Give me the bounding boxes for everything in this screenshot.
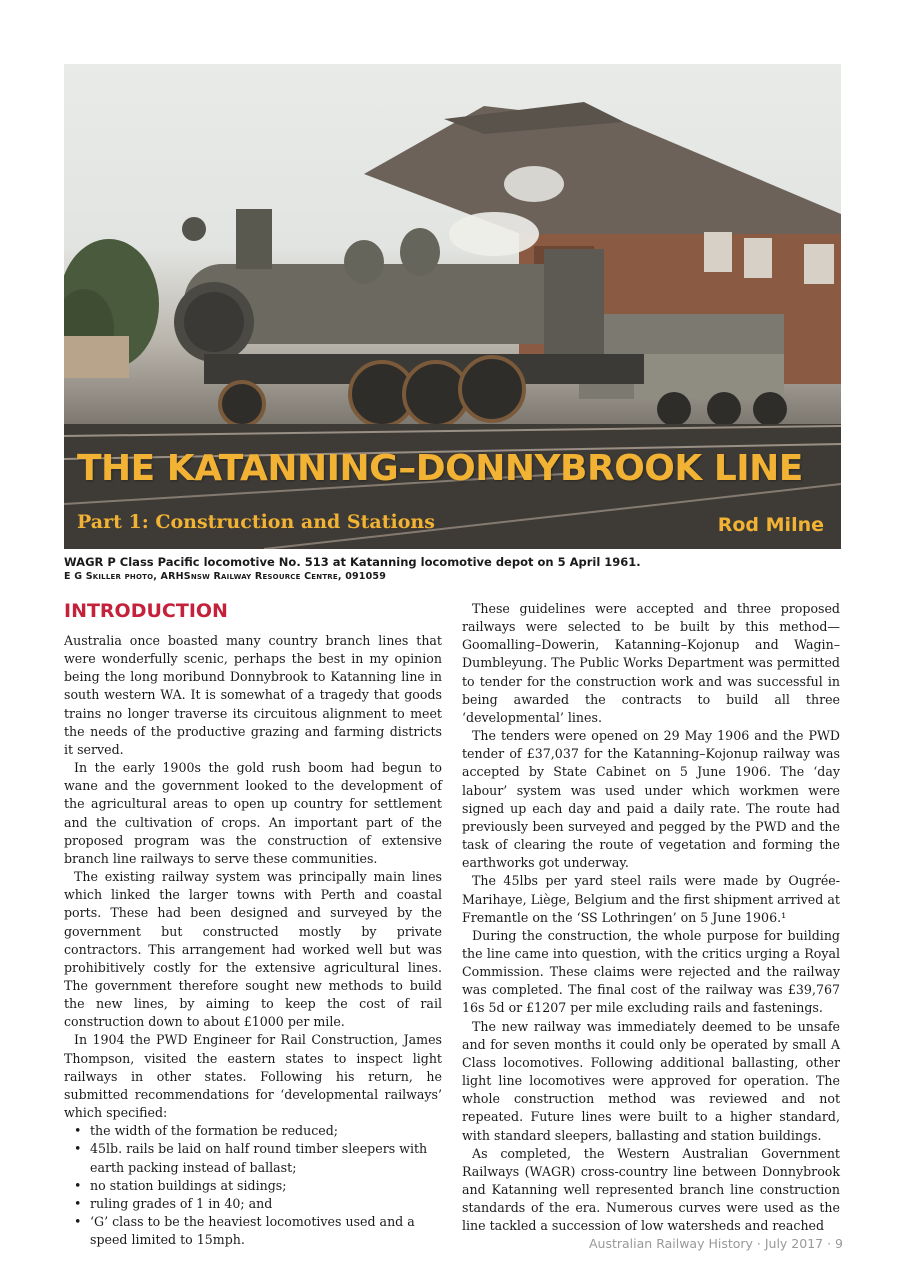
list-item: • 45lb. rails be laid on half round timber sleepers with earth packing instead of ballast; [64,1140,442,1176]
paragraph: In 1904 the PWD Engineer for Rail Construction, James Thompson, visited the eastern states to inspect light railways in other states. Following his return, he submitted recommendations for ‘developmental railways’ which specified: [64,1032,442,1121]
page-footer: Australian Railway History · July 2017 · 9 [589,1236,843,1251]
caption-text: WAGR P Class Pacific locomotive No. 513 at Katanning locomotive depot on 5 April 1961. [64,555,641,569]
paragraph: These guidelines were accepted and three proposed railways were selected to be built by this method—Goomalling–Dowerin, Katanning–Kojonup and Wagin–Dumbleyung. The Public Works Department was permitted to tender for the construction work and was successful in being awarded the contracts to build all three ‘developmental’ lines. [462,601,840,725]
locomotive-photo [64,64,841,549]
paragraph: As completed, the Western Australian Government Railways (WAGR) cross-country line between Donnybrook and Katanning well represented branch line construction standards of the era. Numerous curves were used as the line tackled a succession of low watersheds and reached [462,1145,840,1234]
article-author: Rod Milne [717,514,824,536]
list-item: • ‘G’ class to be the heaviest locomotives used and a speed limited to 15mph. [64,1213,442,1249]
recommendations-list [64,1122,442,1249]
section-heading: INTRODUCTION [64,600,228,622]
left-column [64,598,442,1249]
paragraph: The 45lbs per yard steel rails were made by Ougrée-Marihaye, Liège, Belgium and the first shipment arrived at Fremantle on the ‘SS Lothringen’ on 5 June 1906.¹ [462,873,840,925]
right-column [462,600,840,1235]
article-subtitle: Part 1: Construction and Stations [77,511,435,533]
list-item: • no station buildings at sidings; [64,1177,442,1195]
paragraph: The existing railway system was principally main lines which linked the larger towns with Perth and coastal ports. These had been designed and surveyed by the government but constructed mostly by private contractors. This arrangement had worked well but was prohibitively costly for the extensive agricultural lines. The government therefore sought new methods to build the new lines, by aiming to keep the cost of rail construction down to about £1000 per mile. [64,869,442,1030]
photo-credit: E G Skiller photo, ARHSnsw Railway Resource Centre, 091059 [64,571,387,582]
list-item: • ruling grades of 1 in 40; and [64,1195,442,1213]
paragraph: In the early 1900s the gold rush boom had begun to wane and the government looked to the development of the agricultural areas to open up country for settlement and the cultivation of crops. An important part of the proposed program was the construction of extensive branch line railways to serve these communities. [64,760,442,866]
paragraph: During the construction, the whole purpose for building the line came into question, with the critics urging a Royal Commission. These claims were rejected and the railway was completed. The final cost of the railway was £39,767 16s 5d or £1207 per mile excluding rails and fastenings. [462,927,840,1016]
photo-caption [64,555,844,583]
paragraph: The tenders were opened on 29 May 1906 and the PWD tender of £37,037 for the Katanning–Kojonup railway was accepted by State Cabinet on 5 June 1906. The ‘day labour’ system was used under which workmen were signed up each day and paid a daily rate. The route had previously been surveyed and pegged by the PWD and the task of clearing the route of vegetation and forming the earthworks got underway. [462,728,840,871]
article-title: THE KATANNING–DONNYBROOK LINE [77,448,803,489]
paragraph: Australia once boasted many country branch lines that were wonderfully scenic, perhaps the best in my opinion being the long moribund Donnybrook to Katanning line in south western WA. It is somewhat of a tragedy that goods trains no longer traverse its circuitous alignment to meet the needs of the productive grazing and farming districts it served. [64,633,442,757]
list-item: • the width of the formation be reduced; [64,1122,442,1140]
paragraph: The new railway was immediately deemed to be unsafe and for seven months it could only be operated by small A Class locomotives. Following additional ballasting, other light line locomotives were approved for operation. The whole construction method was reviewed and not repeated. Future lines were built to a higher standard, with standard sleepers, ballasting and station buildings. [462,1018,840,1143]
